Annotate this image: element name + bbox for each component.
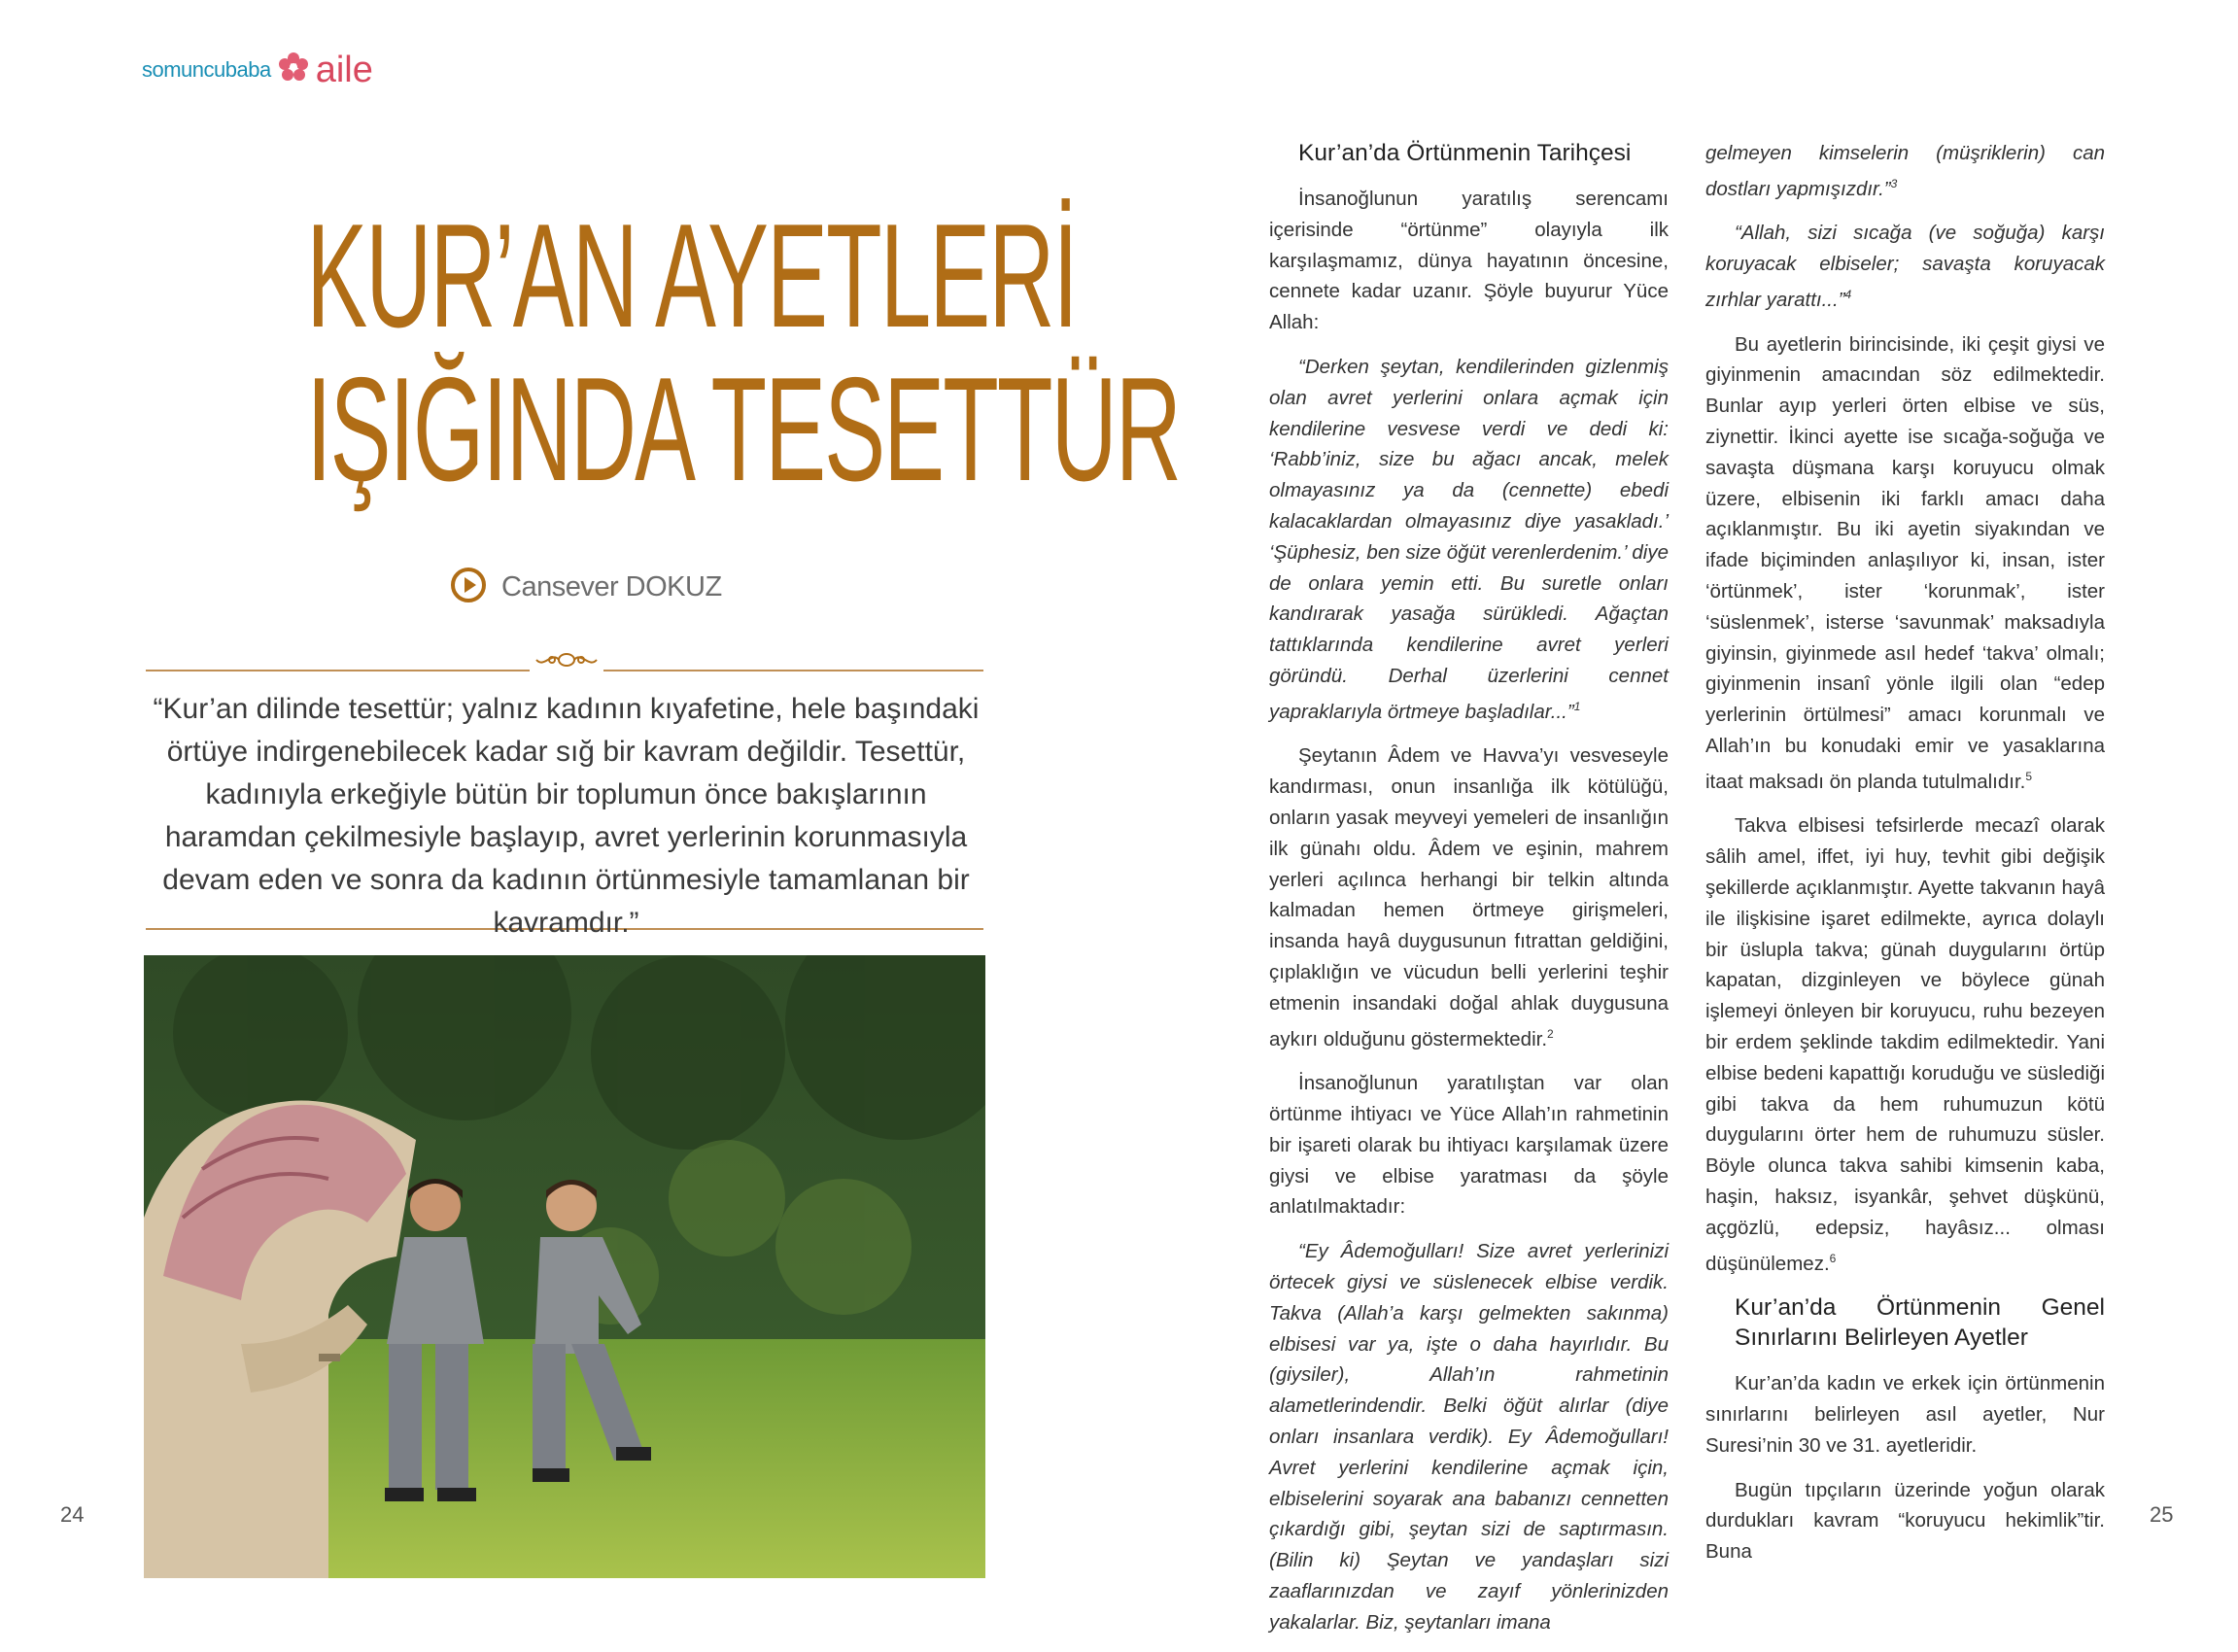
brand-section: aile <box>315 49 373 90</box>
verse-quote: “Allah, sizi sıcağa (ve soğuğa) karşı koruyacak elbiseler; savaşta koruyacak zırhlar yarattı...”$^4$ <box>1705 222 2105 311</box>
verse-quote: “Derken şeytan, kendilerinden gizlenmiş olan avret yerlerini onlara açmak için kendilerine vesvese verdi ve dedi ki: ‘Rabb’iniz, size bu ağacı ancak, melek olmayasınız ya da (cennette) ebedi kalacaklardan olmayasınız diye yasakladı.’ ‘Şüphesiz, ben size öğüt verenlerdenim.’ diye de onlara yemin etti. Bu suretle onları kandırarak yasağa sürükledi. Ağaçtan tattıklarında kendilerine avret yerleri göründü. Derhal üzerlerini cennet yapraklarıyla örtmeye başladılar...”$^1$ <box>1269 355 1669 723</box>
text-column-1 <box>1269 138 1669 1652</box>
article-photo <box>144 955 985 1578</box>
title-line-2: IŞIĞINDA TESETTÜR <box>306 347 1181 512</box>
pull-quote: “Kur’an dilinde tesettür; yalnız kadının kıyafetine, hele başındaki örtüye indirgenebilecek kadar sığ bir kavram değildir. Tesettür, kadınıyla erkeğiyle bütün bir toplumun önce bakışlarının haramdan çekilmesiyle başlayıp, avret yerlerinin korunmasıyla devam eden ve sonra da kadının örtünmesiyle tamamlanan bir kavramdır.” <box>153 693 980 939</box>
section-heading-2: Kur’an’da Örtünmenin Genel Sınırlarını Belirleyen Ayetler <box>1735 1294 2105 1352</box>
page-number-left: 24 <box>60 1502 85 1527</box>
text-column-2 <box>1705 138 2105 1581</box>
section-heading: Kur’an’da Örtünmenin Tarihçesi <box>1298 140 1632 166</box>
play-circle-icon <box>449 566 488 609</box>
paragraph: Kur’an’da kadın ve erkek için örtünmenin sınırlarını belirleyen asıl ayetler, Nur Suresi’nin 30 ve 31. ayetleridir. <box>1705 1372 2105 1457</box>
verse-quote-continued: gelmeyen kimselerin (müşriklerin) can dostları yapmışızdır.”$^3$ <box>1705 142 2105 200</box>
paragraph: Şeytanın Âdem ve Havva’yı vesveseyle kandırması, onun insanlığa ilk kötülüğü, onların yasak meyveyi yemeleri de insanlığın ilk günahı oldu. Âdem ve eşinin, mahrem yerleri açılınca herhangi bir telkin altında kalmadan hemen örtmeye girişmeleri, insanda hayâ duygusunun fıtrattan geldiğini, çıplaklığın ve vücudun belli yerlerini teşhir etmenin insandaki doğal ahlak duygusuna aykırı olduğunu göstermektedir.$^2$ <box>1269 744 1669 1050</box>
author-line <box>449 566 722 609</box>
paragraph: İnsanoğlunun yaratılıştan var olan örtünme ihtiyacı ve Yüce Allah’ın rahmetinin bir işareti olarak bu ihtiyacı karşılamak üzere giysi ve elbise yaratması da şöyle anlatılmaktadır: <box>1269 1072 1669 1219</box>
paragraph: Bu ayetlerin birincisinde, iki çeşit giysi ve giyinmenin amacından söz edilmektedir. Bunlar ayıp yerleri örten elbise ve süs, ziynettir. İkinci ayette ise sıcağa-soğuğa ve savaşta düşmana karşı koruyucu olmak üzere, elbisenin iki farklı amacı daha açıklanmıştır. Bu iki ayetin siyakından ve ifade biçiminden anlaşılıyor ki, insan, ister ‘örtünmek’, ister ‘korunmak’, ister ‘süslenmek’, isterse ‘savunmak’ maksadıyla giyinsin, giyinmede asıl hedef ‘takva’ olmalı; giyinmenin insanî yönle ilgili olan “edep yerlerinin örtülmesi” amacı korunmalı ve Allah’ın bu konudaki emir ve yasaklarına itaat maksadı ön planda tutulmalıdır.$^5$ <box>1705 332 2105 793</box>
article-title <box>306 193 1181 512</box>
ornament-icon <box>530 646 603 673</box>
flower-logo-icon <box>277 51 310 88</box>
paragraph: İnsanoğlunun yaratılış serencamı içerisinde “örtünme” olayıyla ilk karşılaşmamız, dünya hayatının öncesine, cennete kadar uzanır. Şöyle buyurur Yüce Allah: <box>1269 188 1669 334</box>
paragraph: Bugün tıpçıların üzerinde yoğun olarak durdukları kavram “koruyucu hekimlik”tir. Buna <box>1705 1478 2105 1564</box>
verse-quote: “Ey Âdemoğulları! Size avret yerlerinizi örtecek giysi ve süslenecek elbise verdik. Takva (Allah’a karşı gelmekten sakınma) elbisesi var ya, işte o daha hayırlıdır. Bu (giysiler), Allah’ın rahmetinin alametlerindendir. Belki öğüt alırlar (diye onları insanlara verdik). Ey Âdemoğulları! Avret yerlerini kendilerine açmak için, elbiselerini soyarak ana babanızı cennetten çıkardığı gibi, şeytan sizi de saptırmasın. (Bilin ki) Şeytan ve yandaşları sizi zaaflarınızdan ve zayıf yönlerinizden yakalarlar. Biz, şeytanları imana <box>1269 1240 1669 1634</box>
title-line-1: KUR’AN AYETLERİ <box>306 193 1077 359</box>
brand-name: somuncubaba <box>142 56 271 82</box>
magazine-brand <box>142 51 373 88</box>
paragraph: Takva elbisesi tefsirlerde mecazî olarak sâlih amel, iffet, iyi huy, tevhit gibi değişik şekillerde açıklanmıştır. Ayette takvanın hayâ ile ilişkisine işaret edilmekte, ayrıca dolaylı bir üslupla takva; günah duygularını örtüp kapatan, dizginleyen ve böylece günah işlemeyi önleyen bir koruyucu, ruhu bezeyen bir erdem şeklinde takdim edilmektedir. Yani elbise bedeni kapattığı koruduğu ve süslediği gibi takva da hem ruhumuzun kötü duygularını örter hem de ruhumuzu süsler. Böyle olunca takva sahibi kimsenin kaba, haşin, haksız, isyankâr, şehvet düşkünü, açgözlü, edepsiz, hayâsız... olması düşünülemez.$^6$ <box>1705 814 2105 1275</box>
page-number-right: 25 <box>2150 1502 2174 1527</box>
author-name: Cansever DOKUZ <box>501 571 722 602</box>
